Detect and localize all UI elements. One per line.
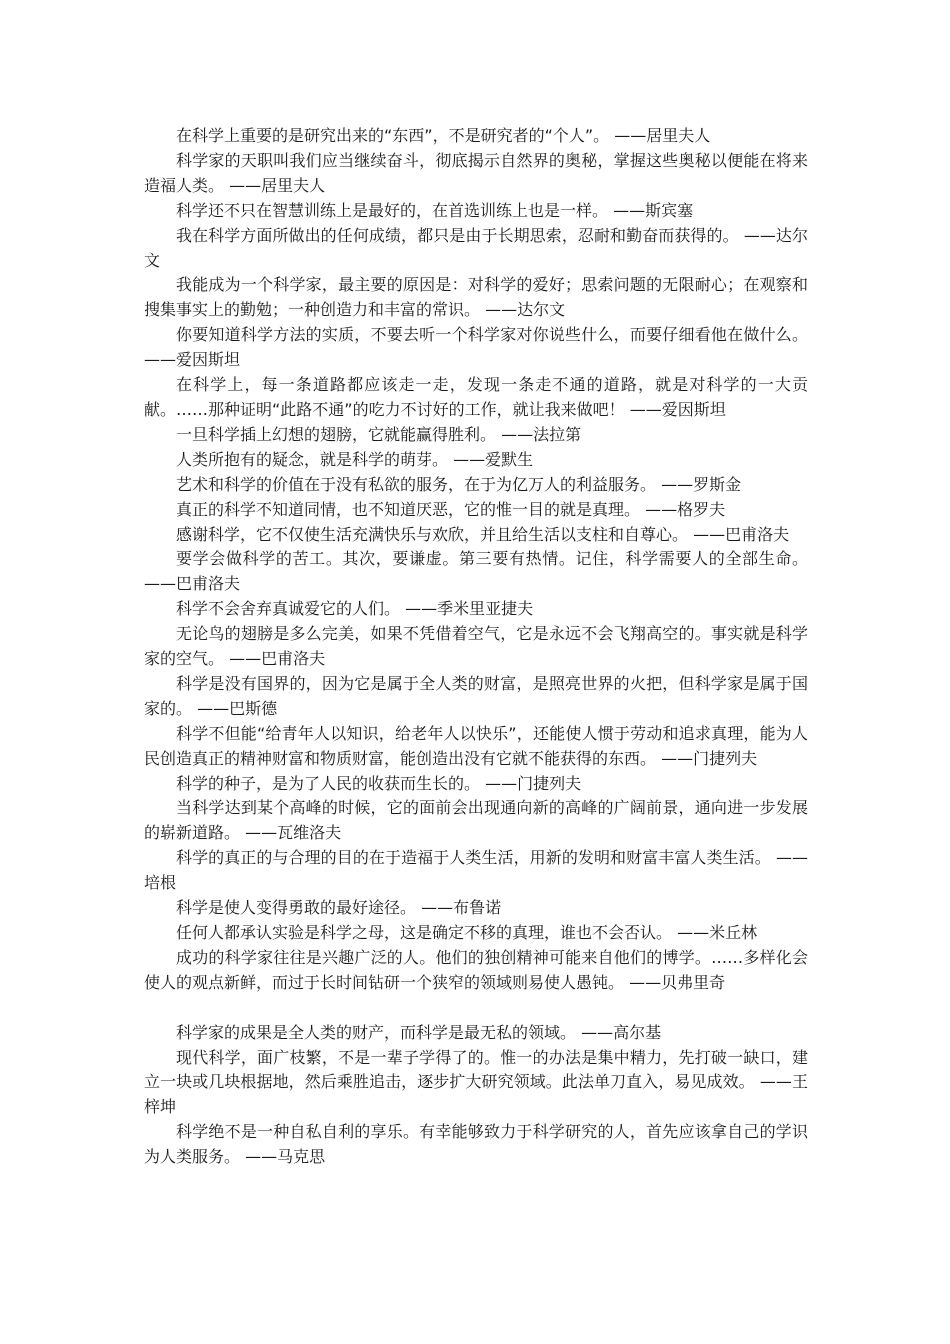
quote-author: ——王梓坤: [144, 1072, 808, 1117]
quote-author: ——贝弗里奇: [629, 972, 726, 992]
quote-text: 感谢科学，它不仅使生活充满快乐与欢欣，并且给生活以支柱和自尊心。: [176, 524, 689, 544]
quote-text: 我能成为一个科学家，最主要的原因是：对科学的爱好；思索问题的无限耐心；在观察和搜集事实上的勤勉；一种创造力和丰富的常识。: [144, 275, 808, 320]
quote-text: 科学不但能“给青年人以知识，给老年人以快乐”，还能使人惯于劳动和追求真理，能为人民创造真正的精神财富和物质财富，能创造出没有它就不能获得的东西。: [144, 723, 808, 768]
quote-text: 艺术和科学的价值在于没有私欲的服务，在于为亿万人的利益服务。: [176, 474, 657, 494]
quote-paragraph: [144, 224, 808, 274]
quote-author: ——爱默生: [453, 449, 534, 469]
quote-paragraph: [144, 772, 808, 797]
quote-text: 在科学上重要的是研究出来的“东西”，不是研究者的“个人”。: [176, 126, 610, 145]
quote-paragraph: [144, 946, 808, 996]
quote-text: 科学的真正的与合理的目的在于造福于人类生活，用新的发明和财富丰富人类生活。: [176, 848, 771, 868]
quote-author: ——巴甫洛夫: [144, 574, 241, 594]
quote-text: 要学会做科学的苦工。其次，要谦虚。第三要有热情。记住，科学需要人的全部生命。: [176, 549, 808, 569]
quote-text: 科学的种子，是为了人民的收获而生长的。: [176, 773, 481, 793]
quote-text: 成功的科学家往往是兴趣广泛的人。他们的独创精神可能来自他们的博学。……多样化会使人的观点新鲜，而过于长时间钻研一个狭窄的领域则易使人愚钝。: [144, 947, 808, 992]
quote-paragraph: [144, 896, 808, 921]
quote-paragraph: [144, 722, 808, 772]
quote-text: 我在科学方面所做出的任何成绩，都只是由于长期思索，忍耐和勤奋而获得的。: [176, 225, 739, 245]
quote-author: ——巴甫洛夫: [229, 649, 326, 669]
quote-author: ——格罗夫: [645, 499, 726, 519]
quote-text: 现代科学，面广枝繁，不是一辈子学得了的。惟一的办法是集中精力，先打破一缺口，建立一块或几块根据地，然后乘胜追击，逐步扩大研究领域。此法单刀直入，易见成效。: [144, 1047, 808, 1092]
quote-paragraph: [144, 622, 808, 672]
quote-author: ——居里夫人: [614, 126, 711, 145]
quote-paragraph: [144, 1046, 808, 1121]
quote-author: ——高尔基: [581, 1022, 662, 1042]
quote-paragraph: [144, 199, 808, 224]
quote-author: ——爱因斯坦: [144, 350, 241, 370]
quote-author: ——法拉第: [501, 424, 582, 444]
quote-author: ——培根: [144, 848, 808, 893]
quote-text: 无论鸟的翅膀是多么完美，如果不凭借着空气，它是永远不会飞翔高空的。事实就是科学家的空气。: [144, 624, 808, 669]
quote-paragraph: [144, 672, 808, 722]
quote-author: ——布鲁诺: [421, 898, 502, 918]
quote-author: ——爱因斯坦: [629, 399, 726, 419]
quote-author: ——达尔文: [485, 300, 566, 320]
quote-author: ——达尔文: [144, 225, 808, 270]
quote-author: ——瓦维洛夫: [245, 823, 342, 843]
quote-text: 科学家的天职叫我们应当继续奋斗，彻底揭示自然界的奥秘，掌握这些奥秘以便能在将来造福人类。: [144, 150, 808, 195]
quote-author: ——季米里亚捷夫: [405, 599, 534, 619]
quote-text: 一旦科学插上幻想的翅膀，它就能赢得胜利。: [176, 424, 497, 444]
quote-author: ——居里夫人: [229, 175, 326, 195]
quote-author: ——马克思: [245, 1147, 326, 1167]
quote-paragraph: [144, 846, 808, 896]
quote-paragraph: [144, 1021, 808, 1046]
quote-author: ——巴甫洛夫: [693, 524, 790, 544]
quote-author: ——米丘林: [677, 923, 758, 942]
quote-paragraph: [144, 547, 808, 597]
quote-text: 任何人都承认实验是科学之母，这是确定不移的真理，谁也不会否认。: [176, 923, 673, 942]
quote-paragraph: [144, 523, 808, 548]
document-page: [144, 124, 808, 1170]
quote-paragraph: [144, 597, 808, 622]
quote-paragraph: [144, 273, 808, 323]
quote-text: 真正的科学不知道同情，也不知道厌恶，它的惟一目的就是真理。: [176, 499, 641, 519]
quote-paragraph: [144, 921, 808, 946]
quote-author: ——巴斯德: [197, 698, 278, 718]
quote-text: 科学绝不是一种自私自利的享乐。有幸能够致力于科学研究的人，首先应该拿自己的学识为人类服务。: [144, 1122, 808, 1167]
quote-paragraph: [144, 124, 808, 149]
quote-paragraph: [144, 1120, 808, 1170]
quote-author: ——门捷列夫: [485, 773, 582, 793]
quote-text: 你要知道科学方法的实质，不要去听一个科学家对你说些什么，而要仔细看他在做什么。: [176, 325, 808, 345]
quote-author: ——斯宾塞: [613, 200, 694, 220]
quote-text: 在科学上，每一条道路都应该走一走，发现一条走不通的道路，就是对科学的一大贡献。……那种证明“此路不通”的吃力不讨好的工作，就让我来做吧！: [144, 375, 808, 419]
quote-paragraph: [144, 498, 808, 523]
quote-text: 科学不会舍弃真诚爱它的人们。: [176, 599, 401, 619]
quote-text: 人类所抱有的疑念，就是科学的萌芽。: [176, 449, 449, 469]
quote-paragraph: [144, 473, 808, 498]
quote-paragraph: [144, 149, 808, 199]
quote-text: 科学是没有国界的，因为它是属于全人类的财富，是照亮世界的火把，但科学家是属于国家的。: [144, 673, 808, 718]
quote-text: 科学是使人变得勇敢的最好途径。: [176, 898, 417, 918]
quote-paragraph: [144, 373, 808, 423]
quote-text: 当科学达到某个高峰的时候，它的面前会出现通向新的高峰的广阔前景，通向进一步发展的崭新道路。: [144, 798, 808, 843]
quote-author: ——罗斯金: [661, 474, 742, 494]
quote-paragraph: [144, 796, 808, 846]
quote-author: ——门捷列夫: [661, 748, 758, 768]
quote-paragraph: [144, 323, 808, 373]
quote-text: 科学还不只在智慧训练上是最好的，在首选训练上也是一样。: [176, 200, 609, 220]
quote-text: 科学家的成果是全人类的财产，而科学是最无私的领域。: [176, 1022, 577, 1042]
quote-paragraph: [144, 448, 808, 473]
quote-paragraph: [144, 423, 808, 448]
